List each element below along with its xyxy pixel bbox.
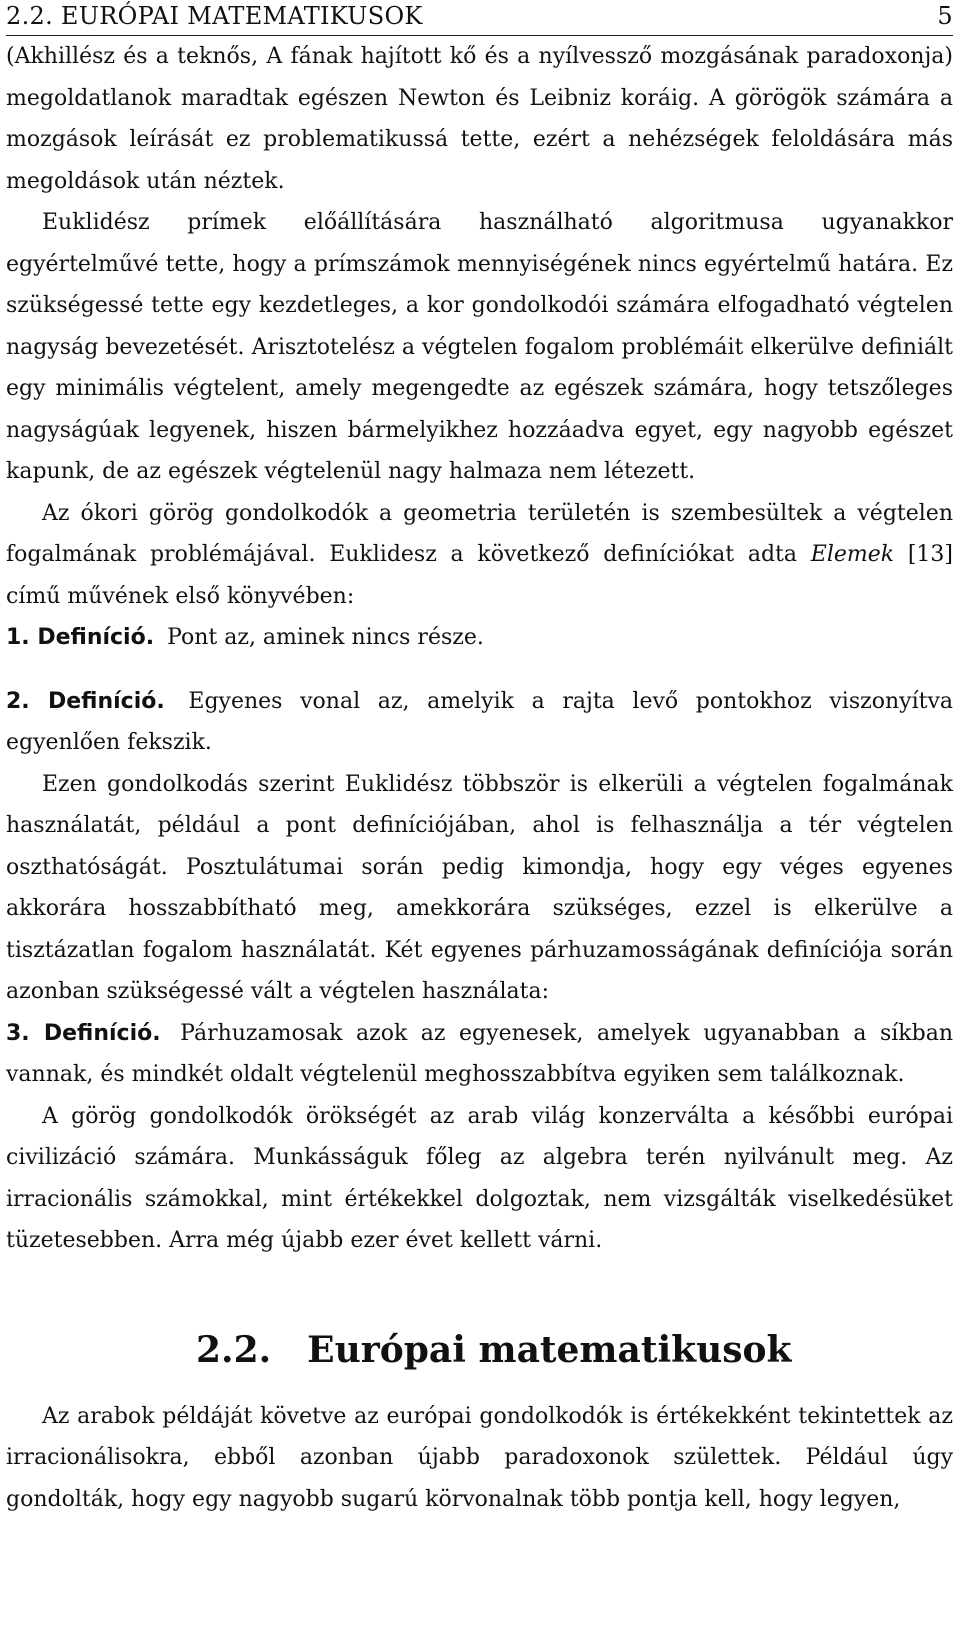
paragraph: Az arabok példáját követve az európai gondolkodók is értékekként tekintettek az irracionálisokra, ebből azonban újabb paradoxonok születtek. Például úgy gondolták, hogy egy nagyobb sugarú körvonalnak több pontja kell, hogy legyen, [6, 1403, 953, 1512]
body-text [6, 1396, 953, 1521]
paragraph [6, 493, 953, 618]
section-heading [196, 1328, 953, 1372]
paragraph: Ezen gondolkodás szerint Euklidész többször is elkerüli a végtelen fogalmának használatát, például a pont definíciójában, ahol is felhasználja a tér végtelen oszthatóságát. Posztulátumai során pedig kimondja, hogy egy véges egyenes akkorára hosszabbítható meg, amekkorára szükséges, ezzel is elkerülve a tisztázatlan fogalom használatát. Két egyenes párhuzamosságának definíciója során azonban szükségessé vált a végtelen használata: [6, 771, 953, 1004]
definition [6, 681, 953, 764]
book-title: Elemek [810, 542, 895, 567]
definition [6, 617, 953, 659]
definition-text: Pont az, aminek nincs része. [167, 625, 484, 650]
definition-text: Párhuzamosak azok az egyenesek, amelyek ugyanabban a síkban vannak, és mindkét oldalt végtelenül meghosszabbítva egyiken sem találkoznak. [6, 1020, 953, 1087]
running-header [6, 0, 953, 36]
document-page [6, 0, 953, 1520]
definition-label: 1. Definíció. [6, 625, 155, 650]
section-number: 2.2. [196, 1328, 272, 1371]
paragraph: (Akhillész és a teknős, A fának hajított kő és a nyílvessző mozgásának paradoxonja) megoldatlanok maradtak egészen Newton és Leibniz koráig. A görögök számára a mozgások leírását ez problematikussá tette, ezért a nehézségek feloldására más megoldások után néztek. [6, 44, 953, 194]
paragraph: Euklidész prímek előállítására használható algoritmusa ugyanakkor egyértelművé tette, hogy a prímszámok mennyiségének nincs egyértelmű határa. Ez szükségessé tette egy kezdetleges, a kor gondolkodói számára elfogadható végtelen nagyság bevezetését. Arisztotelész a végtelen fogalom problémáit elkerülve definiált egy minimális végtelent, amely megengedte az egészek számára, hogy tetszőleges nagyságúak legyenek, hiszen bármelyikhez hozzáadva egyet, egy nagyobb egészet kapunk, de az egészek végtelenül nagy halmaza nem létezett. [6, 210, 953, 484]
body-text [6, 36, 953, 1262]
paragraph-text: Az ókori görög gondolkodók a geometria területén is szembesültek a végtelen fogalmának problémájával. Euklidesz a következő definíciókat adta [6, 500, 953, 567]
paragraph: A görög gondolkodók örökségét az arab világ konzerválta a későbbi európai civilizáció számára. Munkásságuk főleg az algebra terén nyilvánult meg. Az irracionális számokkal, mint értékekkel dolgoztak, nem vizsgálták viselkedésüket tüzetesebben. Arra még újabb ezer évet kellett várni. [6, 1103, 953, 1253]
definition [6, 1013, 953, 1096]
paragraph-text: [13] című művének első könyvében: [6, 542, 954, 609]
section-title: Európai matematikusok [307, 1328, 792, 1371]
definition-label: 2. Definíció. [6, 688, 165, 714]
page-number: 5 [937, 2, 953, 30]
running-header-section: 2.2. EURÓPAI MATEMATIKUSOK [6, 2, 423, 30]
definition-text: Egyenes vonal az, amelyik a rajta levő pontokhoz viszonyítva egyenlően fekszik. [6, 688, 953, 755]
definition-label: 3. Definíció. [6, 1020, 161, 1046]
